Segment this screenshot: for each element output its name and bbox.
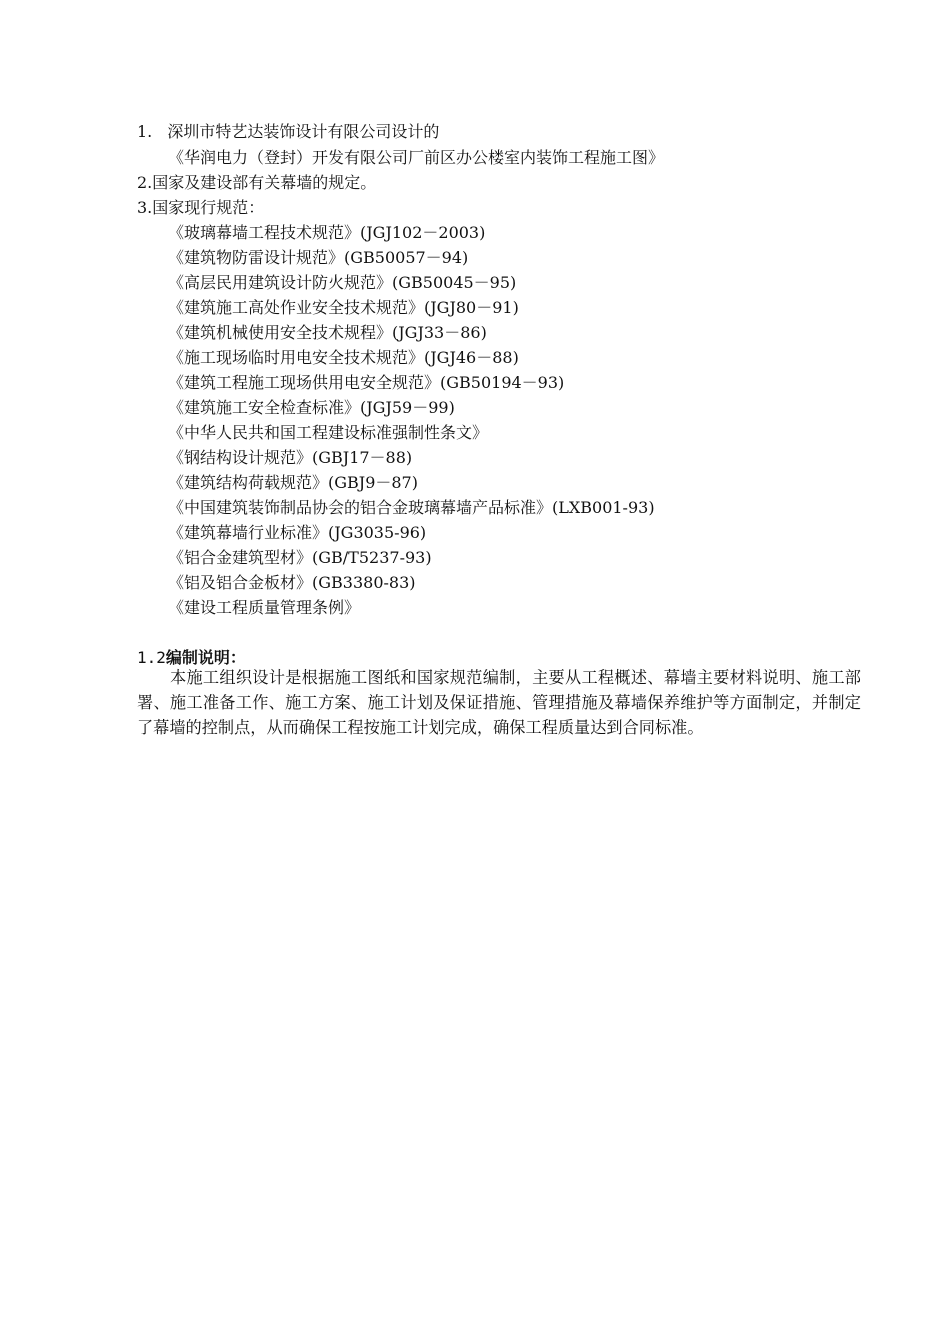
standard-item: 《建设工程质量管理条例》 xyxy=(168,598,361,617)
standard-item: 《中国建筑装饰制品协会的铝合金玻璃幕墙产品标准》(LXB001-93) xyxy=(168,498,655,517)
section-title: 编制说明： xyxy=(165,648,246,667)
standard-item: 《中华人民共和国工程建设标准强制性条文》 xyxy=(168,423,489,442)
standard-item: 《建筑施工高处作业安全技术规范》(JGJ80－91) xyxy=(168,298,519,317)
standard-item: 《建筑工程施工现场供用电安全规范》(GB50194－93) xyxy=(168,373,565,392)
reference-item-1-continuation: 《华润电力（登封）开发有限公司厂前区办公楼室内装饰工程施工图》 xyxy=(168,148,665,167)
standard-item: 《钢结构设计规范》(GBJ17－88) xyxy=(168,448,413,467)
standard-item: 《建筑幕墙行业标准》(JG3035-96) xyxy=(168,523,427,542)
item-number: 1. xyxy=(137,122,153,141)
standard-item: 《建筑结构荷载规范》(GBJ9－87) xyxy=(168,473,418,492)
standard-item: 《高层民用建筑设计防火规范》(GB50045－95) xyxy=(168,273,517,292)
standard-item: 《建筑物防雷设计规范》(GB50057－94) xyxy=(168,248,469,267)
standard-item: 《建筑施工安全检查标准》(JGJ59－99) xyxy=(168,398,455,417)
standard-item: 《建筑机械使用安全技术规程》(JGJ33－86) xyxy=(168,323,487,342)
section-body xyxy=(137,665,861,740)
item-text: 深圳市特艺达装饰设计有限公司设计的 xyxy=(167,122,440,141)
standard-item: 《施工现场临时用电安全技术规范》(JGJ46－88) xyxy=(168,348,519,367)
reference-item-1 xyxy=(137,119,439,144)
standard-item: 《铝及铝合金板材》(GB3380-83) xyxy=(168,573,416,592)
body-paragraph: 本施工组织设计是根据施工图纸和国家规范编制，主要从工程概述、幕墙主要材料说明、施工部署、施工准备工作、施工方案、施工计划及保证措施、管理措施及幕墙保养维护等方面制定，并制定了幕墙的控制点，从而确保工程按施工计划完成，确保工程质量达到合同标准。 xyxy=(137,668,861,737)
section-number: 1.2 xyxy=(137,648,166,667)
standard-item: 《铝合金建筑型材》(GB/T5237-93) xyxy=(168,548,432,567)
standard-item: 《玻璃幕墙工程技术规范》(JGJ102－2003) xyxy=(168,223,486,242)
reference-item-3: 3.国家现行规范： xyxy=(137,198,265,217)
reference-item-2: 2.国家及建设部有关幕墙的规定。 xyxy=(137,173,377,192)
